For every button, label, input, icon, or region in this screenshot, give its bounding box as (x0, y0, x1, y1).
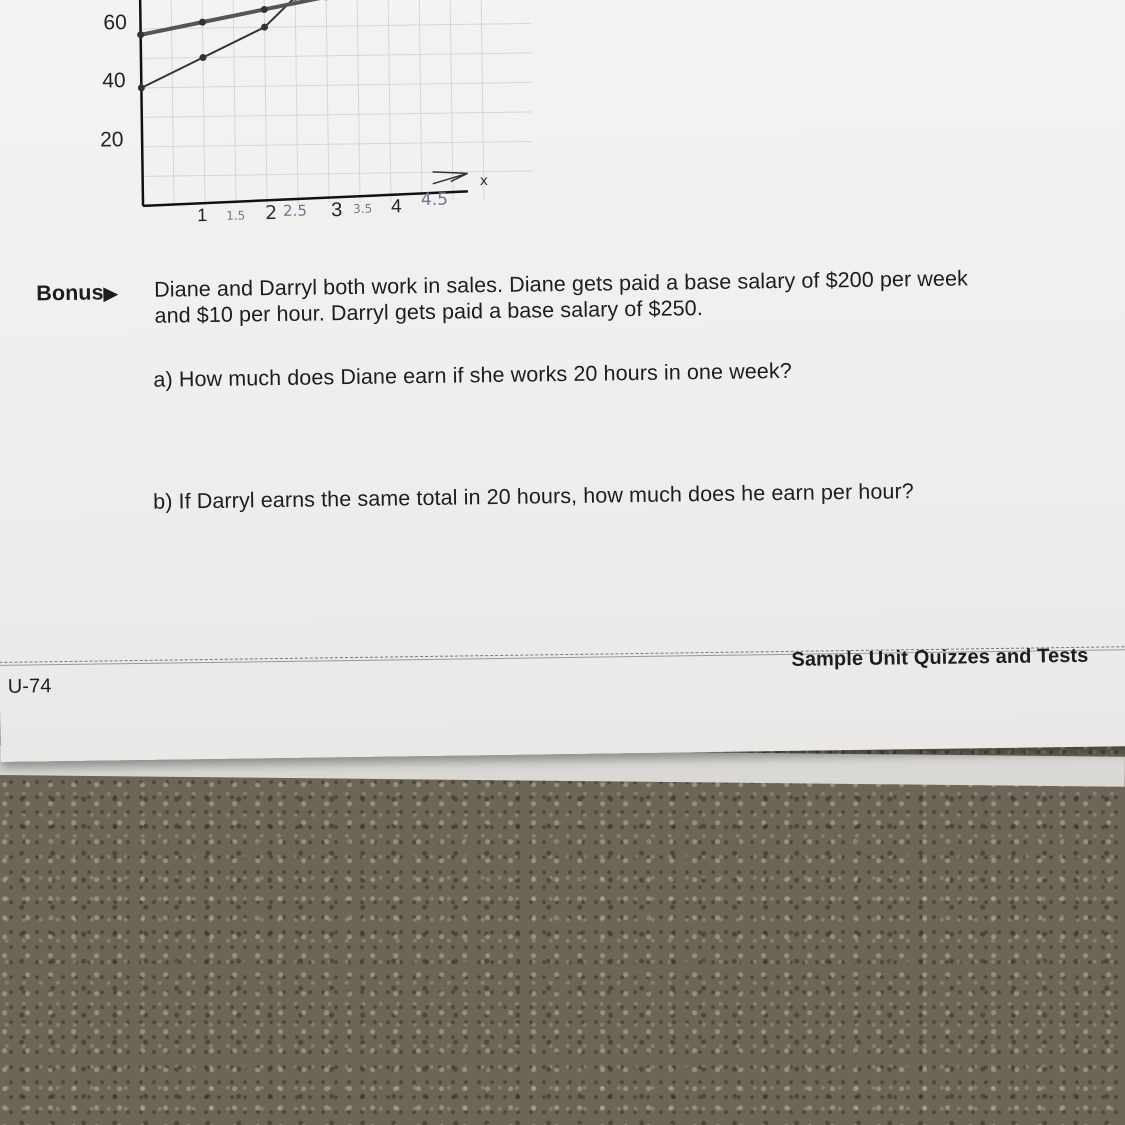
x-axis-label: x (479, 173, 489, 190)
play-arrow-icon: ▶ (103, 283, 118, 304)
bonus-line-2: and $10 per hour. Darryl gets paid a base salary of $250. (154, 296, 704, 328)
grid-line-v (419, 0, 422, 202)
handwritten-x-4-5: 4.5 (420, 189, 449, 211)
line-graph (130, 0, 553, 218)
grid-line-v (326, 0, 329, 203)
bonus-line-1: Diane and Darryl both work in sales. Diane gets paid a base salary of $200 per week (154, 266, 969, 302)
grid-line-v (450, 0, 453, 202)
handwritten-x-3-5: 3.5 (352, 201, 373, 216)
grid-line-h (142, 141, 532, 146)
grid-line-v (481, 0, 484, 201)
grid-line-h (142, 112, 532, 117)
handwritten-x-2-5: 2.5 (282, 201, 308, 220)
data-point (199, 54, 206, 61)
x-tick-1: 1 (197, 204, 208, 226)
footer-title: Sample Unit Quizzes and Tests (791, 644, 1089, 671)
y-tick-20: 20 (99, 128, 124, 152)
question-a: a) How much does Diane earn if she works 20 hours in one week? (153, 358, 792, 392)
grid-line-v (202, 0, 205, 205)
handwritten-x-1-5: 1.5 (226, 208, 246, 223)
bonus-label (36, 280, 118, 306)
y-axis (140, 0, 143, 206)
x-axis-arrow (433, 171, 468, 183)
x-tick-3: 3 (330, 199, 343, 222)
grid-line-v (171, 0, 174, 205)
bonus-label-text: Bonus (36, 280, 104, 306)
data-point (138, 84, 145, 91)
y-tick-60: 60 (103, 11, 127, 35)
handwritten-x-2: 2 (264, 202, 278, 225)
question-b: b) If Darryl earns the same total in 20 hours, how much does he earn per hour? (152, 479, 914, 514)
grid-line-v (233, 0, 236, 205)
grid-line-v (357, 0, 360, 203)
series-line-1 (140, 0, 296, 88)
x-tick-4: 4 (390, 196, 402, 218)
grid-line-h (141, 82, 531, 87)
grid-line-v (388, 0, 391, 202)
grid-line-h (143, 171, 533, 176)
footer-page-number: U-74 (7, 675, 52, 698)
y-tick-40: 40 (102, 69, 126, 93)
grid-line-v (295, 0, 298, 204)
